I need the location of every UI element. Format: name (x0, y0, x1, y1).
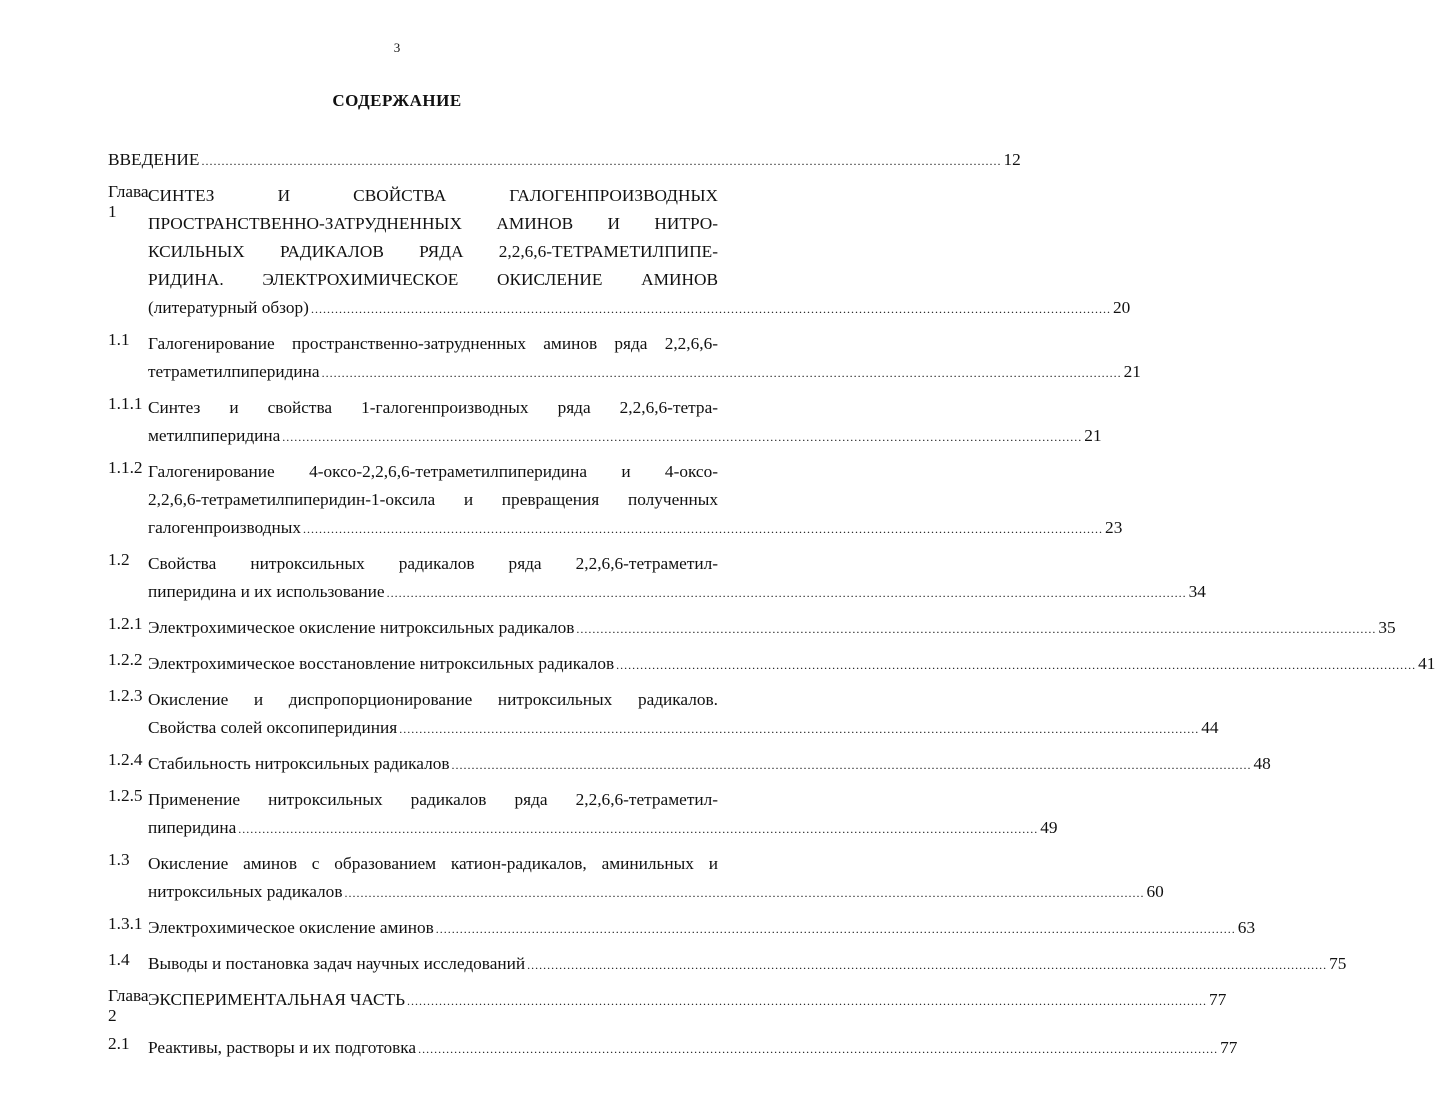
toc-entry-line: 2,2,6,6-тетраметилпиперидин-1-оксила и превращения полученных (148, 490, 718, 509)
toc-page-number: 34 (1188, 582, 1206, 601)
toc-entry-title: галогенпроизводных (148, 518, 302, 537)
toc-entry-title: Реактивы, растворы и их подготовка (148, 1038, 417, 1057)
toc-leader-dots: ........................................................................................................................................................................................................ (451, 758, 1252, 772)
toc-entry-1-2-3[interactable] (108, 686, 1219, 742)
toc-entry-line: РИДИНА. ЭЛЕКТРОХИМИЧЕСКОЕ ОКИСЛЕНИЕ АМИНОВ (148, 270, 718, 289)
toc-leader-dots: ........................................................................................................................................................................................................ (321, 366, 1122, 380)
toc-leader-dots: ........................................................................................................................................................................................................ (576, 622, 1377, 636)
toc-entry-text (148, 850, 1164, 906)
toc-entry-line: Свойства нитроксильных радикалов ряда 2,2,6,6-тетраметил- (148, 554, 718, 573)
toc-entry-number: 1.2.3 (108, 686, 143, 705)
toc-entry-text (148, 950, 1347, 978)
toc-entry-text (148, 614, 1396, 642)
toc-entry-last-line (148, 1034, 1238, 1062)
toc-entry-text (148, 914, 1256, 942)
toc-page-number: 21 (1123, 362, 1141, 381)
toc-entry-title: ВВЕДЕНИЕ (108, 150, 200, 169)
toc-entry-text (148, 394, 1102, 450)
toc-entry-number: Глава 2 (108, 986, 149, 1025)
toc-entry-title: нитроксильных радикалов (148, 882, 343, 901)
toc-entry-text (148, 458, 1123, 542)
toc-entry-number: Глава 1 (108, 182, 149, 221)
toc-entry-last-line (148, 878, 1164, 906)
toc-leader-dots: ........................................................................................................................................................................................................ (418, 1042, 1219, 1056)
toc-entry-number: 1.2.4 (108, 750, 143, 769)
toc-page-number: 49 (1040, 818, 1058, 837)
toc-leader-dots: ........................................................................................................................................................................................................ (310, 302, 1111, 316)
toc-entry-title: Выводы и постановка задач научных исследований (148, 954, 526, 973)
toc-entry-text (148, 650, 1435, 678)
toc-entry-number: 1.3 (108, 850, 130, 869)
toc-entry-line: КСИЛЬНЫХ РАДИКАЛОВ РЯДА 2,2,6,6-ТЕТРАМЕТИЛПИПЕ- (148, 242, 718, 261)
toc-page-number: 20 (1112, 298, 1131, 317)
toc-entry-title: метилпиперидина (148, 426, 281, 445)
toc-leader-dots: ........................................................................................................................................................................................................ (344, 886, 1145, 900)
toc-leader-dots: ........................................................................................................................................................................................................ (303, 522, 1104, 536)
toc-entry-number: 1.4 (108, 950, 130, 969)
toc-entry-last-line (148, 578, 1206, 606)
toc-entry-line: Окисление и диспропорционирование нитроксильных радикалов. (148, 690, 718, 709)
toc-leader-dots: ........................................................................................................................................................................................................ (386, 586, 1187, 600)
toc-leader-dots: ........................................................................................................................................................................................................ (407, 994, 1208, 1008)
toc-entry-title: Электрохимическое окисление аминов (148, 918, 434, 937)
toc-page-number: 35 (1378, 618, 1396, 637)
toc-entry-title: Электрохимическое окисление нитроксильных радикалов (148, 618, 575, 637)
toc-entry-last-line (148, 422, 1102, 450)
toc-leader-dots: ........................................................................................................................................................................................................ (238, 822, 1039, 836)
toc-entry-last-line (148, 714, 1219, 742)
toc-entry-last-line (148, 750, 1271, 778)
toc-entry-1-1[interactable] (108, 330, 1141, 386)
toc-leader-dots: ........................................................................................................................................................................................................ (399, 722, 1200, 736)
toc-entry-title: Стабильность нитроксильных радикалов (148, 754, 450, 773)
toc-entry-number: 1.1 (108, 330, 130, 349)
toc-entry-number: 1.2.2 (108, 650, 143, 669)
toc-entry-text (148, 686, 1219, 742)
toc-entry-title: тетраметилпиперидина (148, 362, 320, 381)
toc-entry-text (148, 182, 1131, 322)
page-title: СОДЕРЖАНИЕ (332, 91, 462, 110)
toc-entry-1-1-1[interactable] (108, 394, 1102, 450)
toc-page-number: 77 (1209, 990, 1227, 1009)
toc-entry-1-2-1[interactable] (108, 614, 1396, 642)
toc-entry-title: ЭКСПЕРИМЕНТАЛЬНАЯ ЧАСТЬ (148, 990, 406, 1009)
toc-leader-dots: ........................................................................................................................................................................................................ (282, 430, 1083, 444)
toc-page-number: 23 (1105, 518, 1123, 537)
toc-page-number: 12 (1003, 150, 1021, 169)
toc-entry-text (148, 786, 1058, 842)
toc-entry-text (148, 1034, 1238, 1062)
toc-page-number: 60 (1146, 882, 1164, 901)
toc-page-number: 41 (1418, 654, 1435, 673)
toc-entry-1-2[interactable] (108, 550, 1206, 606)
toc-entry-title: (литературный обзор) (148, 298, 309, 317)
toc-entry-last-line (148, 650, 1435, 678)
toc-entry-last-line (148, 294, 1131, 322)
toc-entry-1-3-1[interactable] (108, 914, 1256, 942)
toc-entry-text (108, 146, 1021, 174)
toc-entry-title: пиперидина (148, 818, 237, 837)
toc-entry-2-1[interactable] (108, 1034, 1238, 1062)
toc-entry-chapter-2[interactable] (108, 986, 1227, 1026)
toc-entry-1-1-2[interactable] (108, 458, 1123, 542)
toc-entry-last-line (148, 814, 1058, 842)
toc-page-number: 48 (1253, 754, 1271, 773)
toc-entry-last-line (148, 614, 1396, 642)
toc-leader-dots: ........................................................................................................................................................................................................ (435, 922, 1236, 936)
toc-entry-number: 1.2 (108, 550, 130, 569)
toc-entry-title: Электрохимическое восстановление нитроксильных радикалов (148, 654, 615, 673)
toc-entry-number: 1.1.2 (108, 458, 143, 477)
toc-entry-last-line (108, 146, 1021, 174)
toc-leader-dots: ........................................................................................................................................................................................................ (527, 958, 1328, 972)
toc-page-number: 63 (1237, 918, 1256, 937)
toc-entry-line: Синтез и свойства 1-галогенпроизводных ряда 2,2,6,6-тетра- (148, 398, 718, 417)
toc-entry-introduction[interactable] (108, 146, 1021, 174)
toc-entry-number: 2.1 (108, 1034, 130, 1053)
toc-entry-chapter-1[interactable] (108, 182, 1131, 322)
toc-entry-text (148, 986, 1227, 1014)
toc-entry-1-3[interactable] (108, 850, 1164, 906)
toc-entry-last-line (148, 514, 1123, 542)
toc-entry-text (148, 550, 1206, 606)
toc-page-number: 75 (1329, 954, 1347, 973)
toc-entry-text (148, 330, 1141, 386)
toc-entry-line: Галогенирование 4-оксо-2,2,6,6-тетраметилпиперидина и 4-оксо- (148, 462, 718, 481)
toc-entry-line: ПРОСТРАНСТВЕННО-ЗАТРУДНЕННЫХ АМИНОВ И НИТРО- (148, 214, 718, 233)
toc-entry-1-4[interactable] (108, 950, 1347, 978)
toc-page-number: 44 (1201, 718, 1219, 737)
toc-entry-line: Галогенирование пространственно-затрудненных аминов ряда 2,2,6,6- (148, 334, 718, 353)
toc-entry-line: Применение нитроксильных радикалов ряда 2,2,6,6-тетраметил- (148, 790, 718, 809)
toc-entry-last-line (148, 950, 1347, 978)
toc-entry-number: 1.2.5 (108, 786, 143, 805)
toc-page-number: 21 (1084, 426, 1102, 445)
toc-entry-text (148, 750, 1271, 778)
toc-entry-last-line (148, 914, 1256, 942)
toc-entry-number: 1.2.1 (108, 614, 143, 633)
toc-entry-title: пиперидина и их использование (148, 582, 385, 601)
toc-entry-line: СИНТЕЗ И СВОЙСТВА ГАЛОГЕНПРОИЗВОДНЫХ (148, 186, 718, 205)
toc-entry-1-2-5[interactable] (108, 786, 1058, 842)
table-of-contents (108, 146, 1435, 1070)
toc-entry-last-line (148, 986, 1227, 1014)
toc-leader-dots: ........................................................................................................................................................................................................ (201, 154, 1002, 168)
toc-entry-number: 1.3.1 (108, 914, 143, 933)
toc-entry-title: Свойства солей оксопиперидиния (148, 718, 398, 737)
toc-entry-line: Окисление аминов с образованием катион-радикалов, аминильных и (148, 854, 718, 873)
toc-entry-1-2-2[interactable] (108, 650, 1435, 678)
toc-page-number: 77 (1220, 1038, 1238, 1057)
toc-entry-1-2-4[interactable] (108, 750, 1271, 778)
toc-entry-last-line (148, 358, 1141, 386)
page-number: 3 (393, 40, 401, 55)
toc-entry-number: 1.1.1 (108, 394, 143, 413)
toc-leader-dots: ........................................................................................................................................................................................................ (616, 658, 1417, 672)
